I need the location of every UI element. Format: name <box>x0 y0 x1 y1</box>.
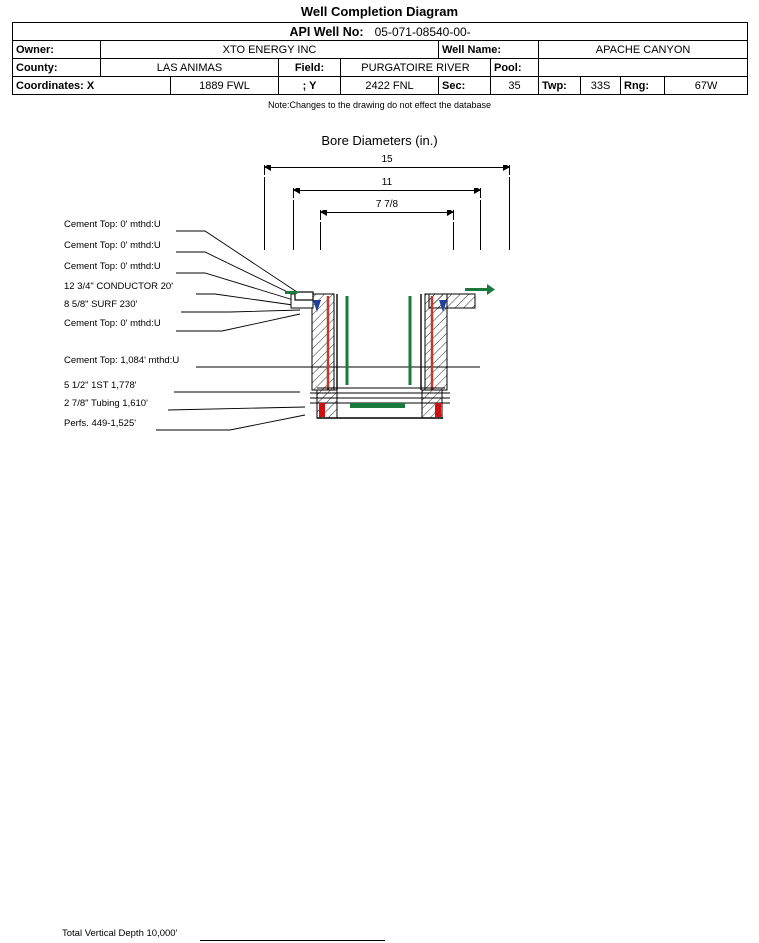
wellhead-connector-right <box>465 288 487 291</box>
x-value: 1889 FWL <box>171 77 279 95</box>
conductor-casing <box>295 292 313 300</box>
field-value: PURGATOIRE RIVER <box>341 59 491 77</box>
owner-value: XTO ENERGY INC <box>101 41 439 59</box>
field-label: Field: <box>279 59 341 77</box>
table-row-county <box>13 59 748 77</box>
well-name-label: Well Name: <box>439 41 539 59</box>
twp-label: Twp: <box>539 77 581 95</box>
wellhead-connector-left <box>285 291 297 294</box>
y-value: 2422 FNL <box>341 77 439 95</box>
dimension-label: 11 <box>378 177 396 188</box>
dimension-label: 15 <box>377 154 396 165</box>
county-value: LAS ANIMAS <box>101 59 279 77</box>
table-row-coordinates <box>13 77 748 95</box>
table-row-api <box>13 23 748 41</box>
tubing-shoe <box>350 403 405 408</box>
y-label: ; Y <box>279 77 341 95</box>
api-label: API Well No: <box>289 24 364 39</box>
well-header-table <box>12 22 748 95</box>
annotation-surface-casing: 8 5/8" SURF 230' <box>64 299 138 310</box>
annotation-conductor: 12 3/4" CONDUCTOR 20' <box>64 281 174 292</box>
api-cell <box>13 23 748 41</box>
annotation-cement-top-3: Cement Top: 0' mthd:U <box>64 261 161 272</box>
sec-value: 35 <box>491 77 539 95</box>
pool-value <box>539 59 748 77</box>
table-row-owner <box>13 41 748 59</box>
annotation-cement-top-1: Cement Top: 0' mthd:U <box>64 219 161 230</box>
annotation-cement-top-2: Cement Top: 0' mthd:U <box>64 240 161 251</box>
pool-label: Pool: <box>491 59 539 77</box>
bore-diameters-heading: Bore Diameters (in.) <box>321 133 438 148</box>
total-vertical-depth-leader <box>200 940 385 941</box>
cement-shoulder-left <box>429 294 475 308</box>
drawing-note: Note:Changes to the drawing do not effect the database <box>268 100 491 110</box>
wellbore-diagram <box>255 270 515 430</box>
rng-value: 67W <box>665 77 748 95</box>
total-vertical-depth-label: Total Vertical Depth 10,000' <box>62 928 178 939</box>
coordinates-label: Coordinates: X <box>13 77 171 95</box>
well-name-value: APACHE CANYON <box>539 41 748 59</box>
dimension-label: 7 7/8 <box>372 199 402 210</box>
annotation-production-casing: 5 1/2" 1ST 1,778' <box>64 380 137 391</box>
perforation-right <box>435 403 441 417</box>
sec-label: Sec: <box>439 77 491 95</box>
annotation-cement-top-4: Cement Top: 0' mthd:U <box>64 318 161 329</box>
annotation-cement-top-1084: Cement Top: 1,084' mthd:U <box>64 355 180 366</box>
county-label: County: <box>13 59 101 77</box>
perforation-left <box>319 403 325 417</box>
page-title: Well Completion Diagram <box>300 4 459 19</box>
api-value: 05-071-08540-00- <box>374 24 471 39</box>
wellhead-arrow-icon <box>487 284 495 295</box>
owner-label: Owner: <box>13 41 101 59</box>
annotation-tubing: 2 7/8" Tubing 1,610' <box>64 398 148 409</box>
annotation-perfs: Perfs. 449-1,525' <box>64 418 137 429</box>
twp-value: 33S <box>581 77 621 95</box>
rng-label: Rng: <box>621 77 665 95</box>
cement-annulus-left-upper <box>312 294 334 390</box>
